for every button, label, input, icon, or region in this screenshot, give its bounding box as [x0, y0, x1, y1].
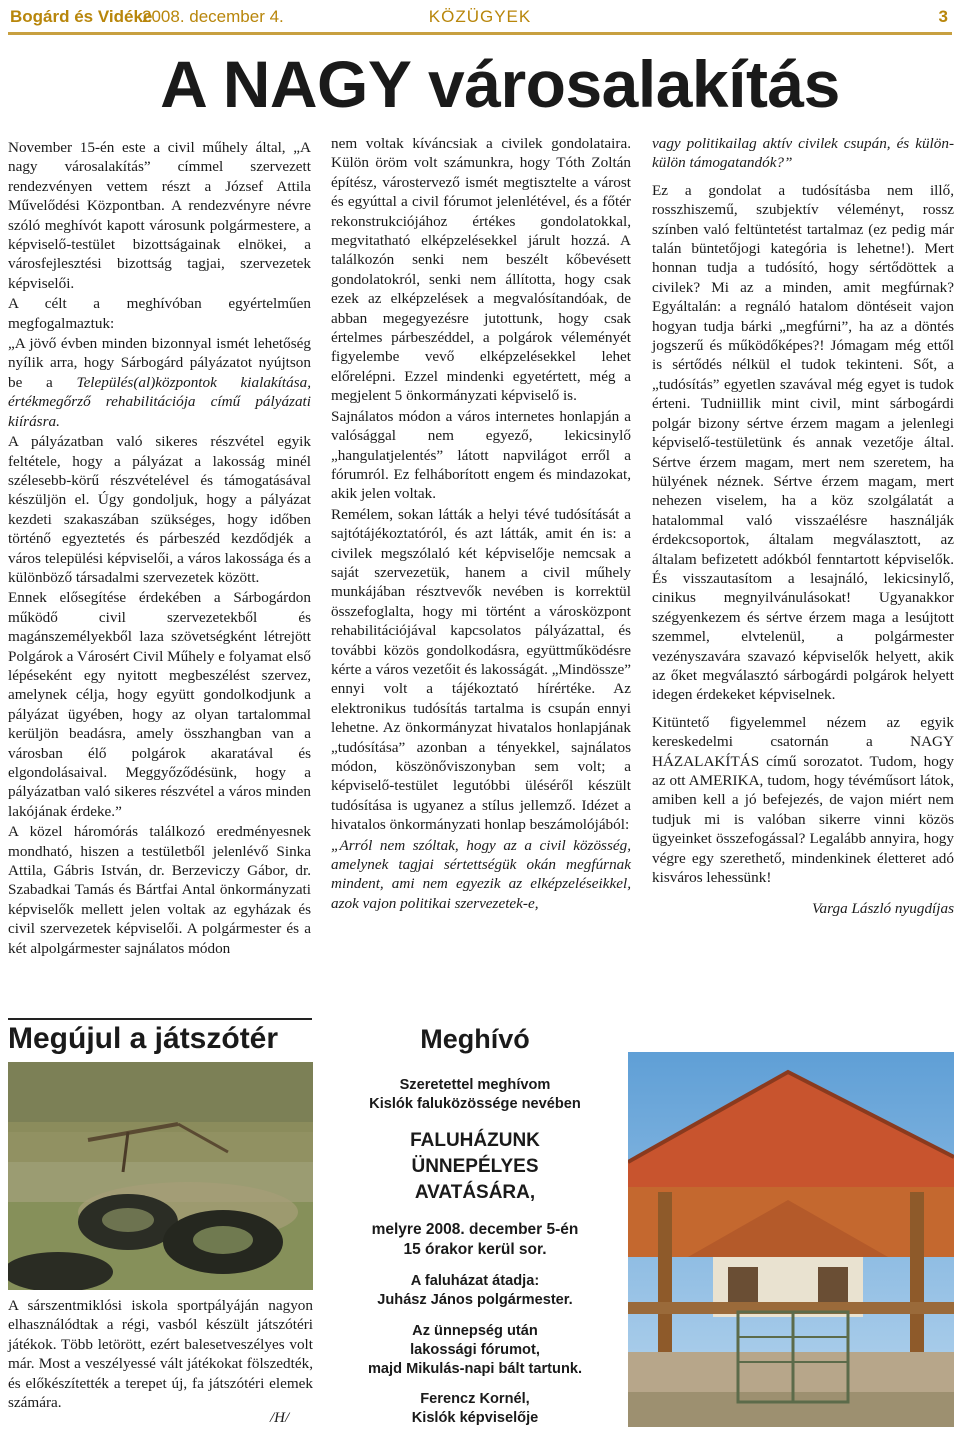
playground-photo	[8, 1062, 313, 1290]
section-name: KÖZÜGYEK	[428, 7, 532, 26]
article-column-1	[8, 138, 311, 959]
paragraph: Sajnálatos módon a város internetes honlapján a valósággal nem egyező, lekicsinylő „hangulatjelentés” látott napvilágot erről a fórumról. Ez felháborított engem és mindazokat, akik jelen voltak.	[331, 407, 631, 503]
article-title: A NAGY városalakítás	[160, 47, 840, 121]
playground-signature: /H/	[270, 1410, 290, 1426]
invitation-when-line: melyre 2008. december 5-én	[371, 1221, 579, 1238]
paragraph: A célt a meghívóban egyértelműen megfogalmaztuk:	[8, 295, 311, 332]
invitation-event-line: ÜNNEPÉLYES	[411, 1156, 539, 1177]
playground-caption: A sárszentmiklósi iskola sportpályáján nagyon elhasználódtak a régi, vasból készült játszótéri játékok. Több letörött, ezért balesetveszélyes volt már. Most a veszélyessé vált játékokat fölszedték, és előkészítették a terepet új, fa játszótéri elemek számára.	[8, 1297, 313, 1412]
invitation-intro-line: Szeretettel meghívom	[399, 1077, 551, 1093]
paper-name: Bogárd és Vidéke	[10, 7, 153, 26]
playground-title: Megújul a játszótér	[8, 1018, 312, 1058]
village-hall-photo	[628, 1052, 954, 1427]
paragraph: November 15-én este a civil műhely által, „A nagy városalakítás” címmel szervezett rendezvényen vettem részt a József Attila Művelődési Központban. A rendezvényre névre szóló meghívót kapott városunk polgármestere, a képviselő-testület bizottságainak elnökei, a városfejlesztési bizottság tagjai, szervezetek képviselői.	[8, 139, 311, 292]
invitation-signer-line: Kislók képviselője	[411, 1410, 539, 1426]
quoted-excerpt: „Arról nem szóltak, hogy az a civil közösség, amelynek tagjai sértettségük okán megfúrnak mindent, ami nem egyezik az elképzeléseikkel, azok vajon politikai szervezetek-e,	[331, 836, 631, 912]
quote-paragraph	[8, 334, 311, 431]
invitation-handover-line: A faluházat átadja:	[410, 1273, 540, 1289]
author-signature: Varga László nyugdíjas	[811, 900, 954, 918]
invitation-after-line: Az ünnepség után	[412, 1323, 538, 1339]
invitation-event-line: AVATÁSÁRA,	[414, 1182, 536, 1203]
tender-name: Település(al)központok kialakítása, értékmegőrző rehabilitációja	[8, 373, 311, 411]
quoted-excerpt-end: vagy politikailag aktív civilek csupán, és külön-külön támogatandók?”	[652, 135, 954, 172]
invitation-intro-line: Kislók faluközössége nevében	[369, 1096, 581, 1112]
invitation-after-line: lakossági fórumot,	[410, 1342, 540, 1358]
paragraph: Remélem, sokan látták a helyi tévé tudósítását a sajtótájékoztatóról, és azt látták, amit én is: a civilek megszólaló két képviselője nemcsak a saját szervezetük, hanem a civil műhely munkájában résztvevők nevében is korrektül összefoglalta, hogy mi történt a városközpont rehabilitációjával kapcsolatos pályázattal, és további közös gondolkodásra, együttműködésre kérte a város vezetőit és lakosságát. „Mindössze” ennyi volt a tájékoztató hírértéke. Az elektronikus tudósítás tartalma is csupán ennyi lehetne. Az önkormányzat hivatalos honlapjának „tudósítása” azonban a tényekkel, sajnálatos módon, köszönőviszonyban sem volt; a képviselő-testület legutóbbi üléséről készült tudósítása is ugyanez a stílus jellemző. Idézet a hivatalos önkormányzati honlap beszámolójából:	[331, 505, 631, 834]
paragraph: A pályázatban való sikeres részvétel egyik feltétele, hogy a pályázat a lakosság minél szélesebb-körű részvételével és támogatásával készüljön el. Úgy gondoljuk, hogy a pályázat kezdeti szakaszában szükséges, hogy időben történő egyeztetés és párbeszéd kezdődjék a város települési képviselői, a város lakossága és a különböző társadalmi szervezetek között.	[8, 433, 311, 586]
article-column-3	[652, 134, 954, 920]
issue-date: 2008. december 4.	[142, 7, 284, 26]
masthead-rule	[8, 32, 952, 35]
paragraph: nem voltak kíváncsiak a civilek gondolataira. Külön öröm volt számunkra, hogy Tóth Zoltán építész, várostervező ismét megtisztelte a várost és egyúttal a civil fórumot jelenlétével, és a főtér rekonstrukciójához értékes gondolatokkal, megvitatható elképzelésekkel járult hozzá. A találkozón senki nem beszélt kőbevésett gondolatokról, senki nem állította, hogy csak ezek az elképzelések a megvalósítandóak, de abban megegyezésre jutottunk, hogy csak értelmes párbeszéddel, a polgárok véleményét figyelembe vevő elképzelésekkel lehet előrelépni. Ezzel mindenki egyetértett, még a megjelent 5 önkormányzati képviselő is.	[331, 135, 631, 405]
paragraph: Ez a gondolat a tudósításba nem illő, rosszhiszemű, szubjektív véleményt, rossz színben való feltüntetést tartalmaz (ez pedig már talán büntetőjogi kategória is lehetne!). Mert honnan tudja a tudósító, hogy sértődöttek a civilek? Mi az a minden, amit megfúrnak? Egyáltalán: a regnáló hatalom döntéseit vajon hogyan tudja bárki „megfúrni”, ha az a döntés jogszerű és működőképes?! Jómagam még ettől is sértődés nélkül el tudok tekinteni. Sőt, a „tudósítás” egyetlen szavával még egyet is tudok érteni. Tudniillik mint civil, mint sárbogárdi polgár bizony sértve érzem magam a jelenlegi képviselő-testületünk és annak vezetője által. Sértve érzem magam, mert nem szeretem, ha hülyének néznek. Sértve érzem magam, mert nehezen viselem, ha a köz szolgálatát a hatalommal való visszaélésre használják érdekcsoportok, általam megválasztott, az általam befizetett adókból fenntartott képviselők. És visszautasítom a lesajnáló, lekicsinylő, cinikus megnyilvánulásokat! Ugyanakkor szégyenkezem és sértve érzem maga a lesújtott szemmel, elvtelenül, a polgármester vezényszavára szavazó képviselők helyett, akik az őket megválasztó sárbogárdi polgárok helyett idegen érdekeket képviselnek.	[652, 181, 954, 704]
invitation-when-line: 15 órakor kerül sor.	[403, 1241, 547, 1258]
quote-text: „A jövő évben minden bizonnyal ismét lehetőség nyílik arra, hogy Sárbogárd pályázatot nyújtson be a	[8, 335, 311, 391]
article-column-2	[331, 134, 631, 914]
invitation-event-line: FALUHÁZUNK	[410, 1130, 540, 1151]
masthead	[0, 0, 960, 34]
paragraph: A közel háromórás találkozó eredményesnek mondható, hiszen a testületből jelenlévő Sinka Attila, Gábris István, dr. Berzeviczy Gábor, dr. Szabadkai Tamás és Bártfai Antal önkormányzati képviselők mellett jelen voltak az egyházak és civil szervezetek képviselői. A polgármester és a két alpolgármester sajnálatos módon	[8, 823, 311, 957]
paragraph: Kitüntető figyelemmel nézem az egyik kereskedelmi csatornán a NAGY HÁZALAKÍTÁS című sorozatot. Tudom, hogy az ott AMERIKA, tudom, hogy tévéműsort látok, amiben kell a jó befejezés, de vajon miért nem tudjuk mi is valóban sikerre vinni közös ügyeinket összefogással? Legalább annyira, hogy végre egy szerethető, mindenkinek életteret adó kisváros lehessünk!	[652, 713, 954, 887]
page-number: 3	[938, 7, 948, 26]
paragraph: Ennek elősegítése érdekében a Sárbogárdon működő civil szervezetekből és magánszemélyekből laza szövetségként létrejött Polgárok a Városért Civil Műhely e folyamat első lépéseként egy nyitott megbeszélést szervez, amelynek célja, hogy együtt gondolkodjunk a pályázat ügyében, hogy az olyan tartalommal kerüljön beadásra, amely összhangban van a városban élő polgárok akaratával és elgondolásaival. Meggyőződésünk, hogy a pályázatban való sikeres részvétel a város minden lakójának érdeke.”	[8, 589, 311, 820]
quote-text-end: című pályázati kiírásra.	[8, 393, 311, 430]
invitation-signer-line: Ferencz Kornél,	[420, 1391, 530, 1407]
invitation-after-line: majd Mikulás-napi bált tartunk.	[367, 1361, 583, 1377]
invitation-title: Meghívó	[420, 1024, 530, 1054]
invitation-handover-line: Juhász János polgármester.	[377, 1292, 573, 1308]
